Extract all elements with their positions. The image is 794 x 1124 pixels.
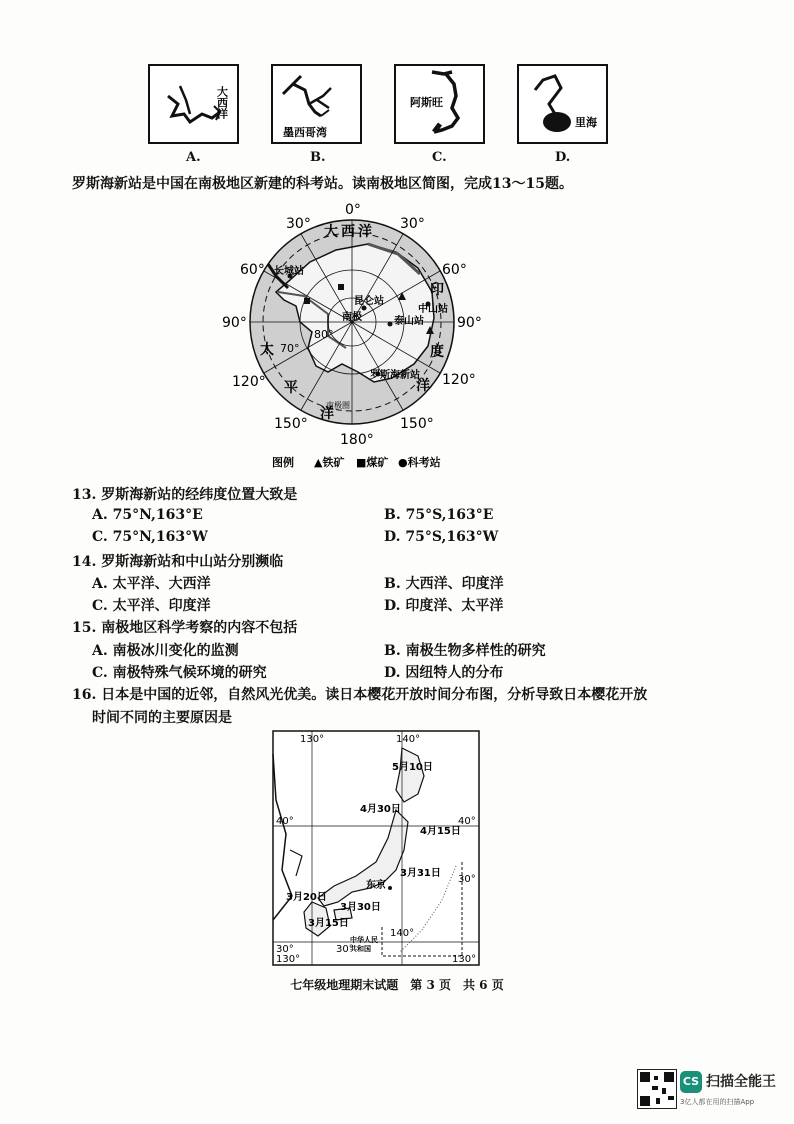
- coal-marker: [304, 298, 310, 304]
- jp-lat-30-mid: 30°: [336, 944, 354, 955]
- legend-station: ●科考站: [398, 456, 441, 469]
- south-pole-label: 南极: [342, 312, 362, 323]
- lon-0: 0°: [345, 202, 361, 218]
- question-14-option-a[interactable]: A. 太平洋、大西洋: [92, 576, 211, 592]
- river-a-sketch: [150, 66, 237, 142]
- river-option-d-image: [517, 64, 608, 144]
- question-13-option-b[interactable]: B. 75°S,163°E: [384, 507, 494, 523]
- jp-lon-140-top: 140°: [396, 734, 421, 745]
- river-b-label: 墨西哥湾: [283, 126, 327, 139]
- question-16-line-2: 时间不同的主要原因是: [92, 710, 232, 726]
- station-great-wall: 长城站: [274, 266, 304, 277]
- lon-180: 180°: [340, 432, 374, 448]
- station-taishan: 泰山站: [394, 316, 424, 327]
- jp-lat-40-right: 40°: [458, 816, 476, 827]
- ocean-pacific-2: 平: [284, 380, 298, 396]
- lat-80: 80°: [314, 328, 334, 341]
- antarctic-circle-label: 南极圈: [326, 401, 350, 410]
- question-14-option-c[interactable]: C. 太平洋、印度洋: [92, 598, 211, 614]
- japan-cherry-blossom-map: [272, 730, 480, 966]
- river-option-c-image: [394, 64, 485, 144]
- qr-code-icon: [637, 1069, 677, 1109]
- question-13-stem: 13. 罗斯海新站的经纬度位置大致是: [72, 487, 298, 503]
- date-apr-30: 4月30日: [360, 804, 401, 815]
- ocean-indian-3: 洋: [416, 378, 430, 394]
- japan-map-frame: [273, 731, 479, 965]
- river-c-label: 阿斯旺: [410, 96, 443, 109]
- jp-lat-30-right: 30°: [458, 874, 476, 885]
- question-15-option-b[interactable]: B. 南极生物多样性的研究: [384, 643, 546, 659]
- question-14-option-d[interactable]: D. 印度洋、太平洋: [384, 598, 504, 614]
- question-15-stem: 15. 南极地区科学考察的内容不包括: [72, 620, 298, 636]
- river-option-c-letter: C.: [432, 150, 447, 165]
- legend-coal: ■煤矿: [356, 456, 389, 469]
- lon-150w: 150°: [274, 416, 308, 432]
- question-14-option-b[interactable]: B. 大西洋、印度洋: [384, 576, 504, 592]
- legend-iron: ▲铁矿: [314, 456, 345, 469]
- lon-90w: 90°: [222, 315, 247, 331]
- river-option-a-letter: A.: [186, 150, 201, 165]
- river-d-sketch: [519, 66, 606, 142]
- question-15-option-c[interactable]: C. 南极特殊气候环境的研究: [92, 665, 267, 681]
- lon-60w: 60°: [240, 262, 265, 278]
- inset-label-2: 共和国: [350, 945, 371, 953]
- river-option-b-image: [271, 64, 362, 144]
- question-13-option-c[interactable]: C. 75°N,163°W: [92, 529, 208, 545]
- river-d-label: 里海: [575, 116, 597, 129]
- camscanner-tagline: 3亿人都在用的扫描App: [680, 1098, 755, 1106]
- lon-150e: 150°: [400, 416, 434, 432]
- river-c-sketch: [396, 66, 483, 142]
- lon-30w: 30°: [286, 216, 311, 232]
- question-15-option-a[interactable]: A. 南极冰川变化的监测: [92, 643, 239, 659]
- jp-lon-130-bottom: 130°: [276, 954, 301, 965]
- inset-label-1: 中华人民: [350, 936, 378, 944]
- map-legend-title: 图例: [272, 456, 294, 469]
- date-mar-20: 3月20日: [286, 892, 327, 903]
- lat-70: 70°: [280, 342, 300, 355]
- jp-lon-140-bottom: 140°: [390, 928, 415, 939]
- camscanner-name: 扫描全能王: [706, 1074, 776, 1090]
- lon-30e: 30°: [400, 216, 425, 232]
- camscanner-logo-icon: CS: [680, 1071, 702, 1093]
- question-13-option-d[interactable]: D. 75°S,163°W: [384, 529, 499, 545]
- question-13-option-a[interactable]: A. 75°N,163°E: [92, 507, 203, 523]
- river-a-label: 大西洋: [215, 86, 229, 119]
- ocean-pacific-1: 太: [260, 342, 274, 358]
- ocean-indian-2: 度: [430, 344, 444, 360]
- river-b-sketch: [273, 66, 360, 142]
- jp-lat-40-left: 40°: [276, 816, 294, 827]
- date-mar-30: 3月30日: [340, 902, 381, 913]
- jp-lon-130-top: 130°: [300, 734, 325, 745]
- river-option-a-image: [148, 64, 239, 144]
- date-may-10: 5月10日: [392, 762, 433, 773]
- antarctic-map: [218, 196, 486, 472]
- date-mar-15: 3月15日: [308, 918, 349, 929]
- station-zhongshan: 中山站: [418, 304, 448, 315]
- ocean-atlantic: 大西洋: [324, 224, 375, 240]
- question-16-line-1: 16. 日本是中国的近邻，自然风光优美。读日本樱花开放时间分布图，分析导致日本樱花开放: [72, 687, 648, 703]
- date-apr-15: 4月15日: [420, 826, 461, 837]
- lon-120e: 120°: [442, 372, 476, 388]
- station-ross-sea: 罗斯海新站: [370, 370, 420, 381]
- question-15-option-d[interactable]: D. 因纽特人的分布: [384, 665, 504, 681]
- station-kunlun: 昆仑站: [354, 296, 384, 307]
- date-mar-31: 3月31日: [400, 868, 441, 879]
- jp-lon-130-inset: 130°: [452, 954, 477, 965]
- intro-13-15: 罗斯海新站是中国在南极地区新建的科考站。读南极地区简图，完成13～15题。: [72, 176, 573, 192]
- city-tokyo: 东京: [366, 880, 386, 891]
- jp-lat-30-left: 30°: [276, 944, 294, 955]
- lon-120w: 120°: [232, 374, 266, 390]
- river-option-b-letter: B.: [310, 150, 326, 165]
- lon-90e: 90°: [457, 315, 482, 331]
- ocean-pacific-3: 洋: [320, 406, 334, 422]
- coal-marker: [338, 284, 344, 290]
- ocean-indian-1: 印: [430, 282, 444, 298]
- question-14-stem: 14. 罗斯海新站和中山站分别濒临: [72, 554, 284, 570]
- lon-60e: 60°: [442, 262, 467, 278]
- river-option-d-letter: D.: [555, 150, 571, 165]
- page-footer: 七年级地理期末试题 第 3 页 共 6 页: [290, 978, 504, 992]
